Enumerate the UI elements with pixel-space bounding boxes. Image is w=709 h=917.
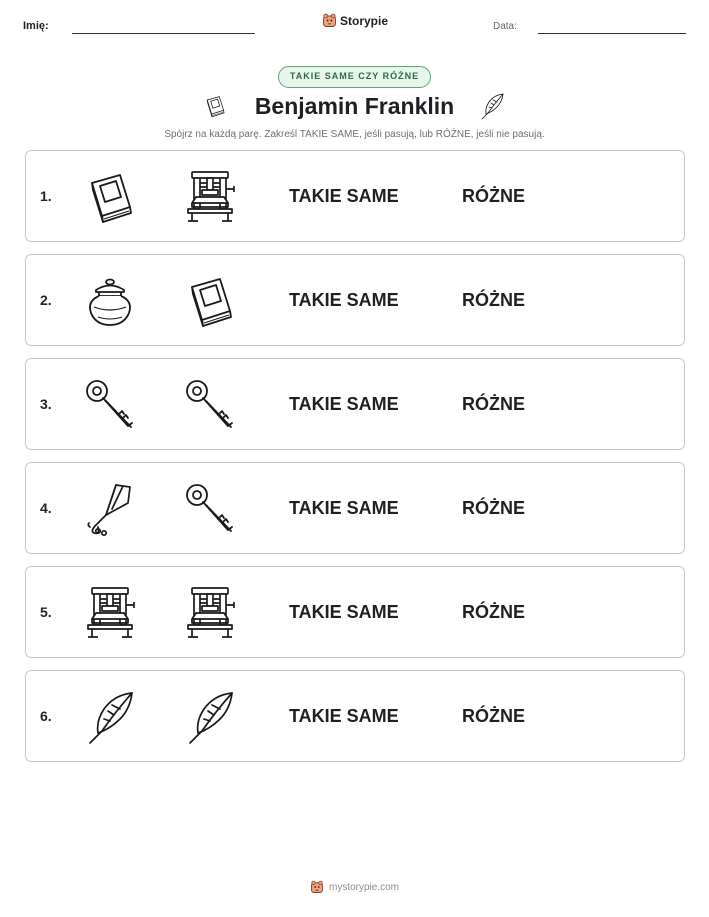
question-row [25,566,685,658]
jar-icon [82,273,138,329]
footer [0,880,709,894]
question-number: 5. [40,604,52,620]
question-number: 2. [40,292,52,308]
kite-icon [82,481,138,537]
activity-badge: TAKIE SAME CZY RÓŻNE [278,66,431,88]
question-row [25,150,685,242]
option-same[interactable]: TAKIE SAME [289,394,399,414]
question-number: 4. [40,500,52,516]
option-different[interactable]: RÓŻNE [462,706,525,726]
quill-icon [82,689,138,745]
brand [322,13,388,28]
storypie-logo-icon [322,13,337,28]
question-number: 3. [40,396,52,412]
instructions: Spójrz na każdą parę. Zakreśl TAKIE SAME, jeśli pasują, lub RÓŻNE, jeśli nie pasują. [164,129,545,140]
title-row [0,90,709,126]
book-icon [82,169,138,225]
storypie-logo-icon [310,880,324,894]
option-different[interactable]: RÓŻNE [462,394,525,414]
option-same[interactable]: TAKIE SAME [289,498,399,518]
option-same[interactable]: TAKIE SAME [289,706,399,726]
date-label: Data: [493,21,517,32]
printing-press-icon [82,585,138,641]
option-same[interactable]: TAKIE SAME [289,290,399,310]
key-icon [182,481,238,537]
question-list [25,150,685,774]
printing-press-icon [182,169,238,225]
quill-icon [478,90,506,122]
option-different[interactable]: RÓŻNE [462,498,525,518]
question-number: 1. [40,188,52,204]
option-same[interactable]: TAKIE SAME [289,186,399,206]
page-title: Benjamin Franklin [254,93,455,119]
question-number: 6. [40,708,52,724]
printing-press-icon [182,585,238,641]
book-icon [182,273,238,329]
name-write-line [72,33,255,34]
date-write-line [538,33,686,34]
key-icon [182,377,238,433]
worksheet-header [0,0,709,50]
question-row [25,254,685,346]
option-same[interactable]: TAKIE SAME [289,602,399,622]
brand-name: Storypie [340,13,389,28]
question-row [25,670,685,762]
option-different[interactable]: RÓŻNE [462,186,525,206]
key-icon [82,377,138,433]
option-different[interactable]: RÓŻNE [462,602,525,622]
option-different[interactable]: RÓŻNE [462,290,525,310]
footer-url[interactable]: mystorypie.com [328,881,399,893]
question-row [25,462,685,554]
question-row [25,358,685,450]
name-label: Imię: [23,20,49,32]
quill-icon [182,689,238,745]
